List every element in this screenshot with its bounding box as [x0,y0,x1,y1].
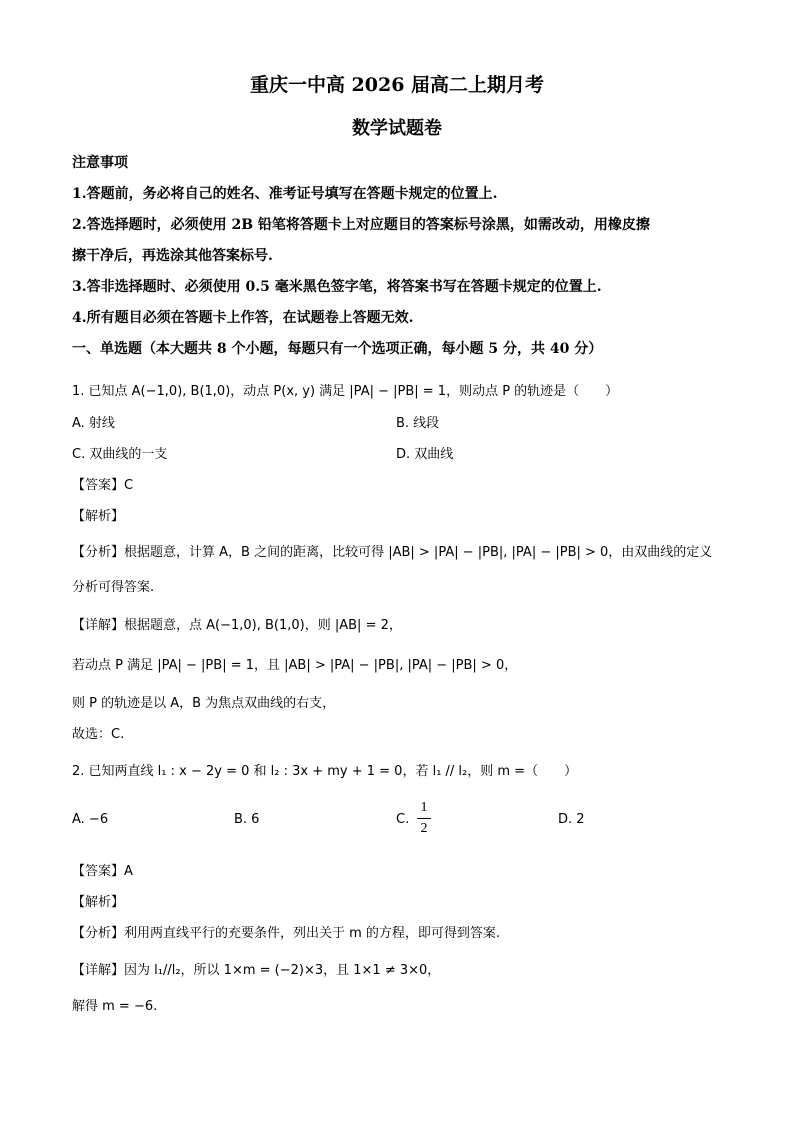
q1-choose: 故选：C. [72,727,125,742]
q2-option-a: A. −6 [72,812,109,827]
fraction-bar [417,818,431,819]
q2-option-d: D. 2 [558,812,585,827]
note-4: 4.所有题目必须在答题卡上作答，在试题卷上答题无效. [72,310,414,326]
note-2-cont: 擦干净后，再选涂其他答案标号. [72,248,273,264]
q2-answer: 【答案】A [72,864,133,879]
q1-fenxi-line2: 分析可得答案. [72,580,155,595]
q2-stem: 2. 已知两直线 l₁ : x − 2y = 0 和 l₂ : 3x + my + 1 = 0，若 l₁ // l₂，则 m =（ ） [72,764,578,779]
note-2: 2.答选择题时，必须使用 2B 铅笔将答题卡上对应题目的答案标号涂黑，如需改动，用橡皮擦 [72,217,650,233]
q1-analysis-label: 【解析】 [72,509,125,524]
note-3: 3.答非选择题时、必须使用 0.5 毫米黑色签字笔，将答案书写在答题卡规定的位置上. [72,279,602,295]
q2-fenxi: 【分析】利用两直线平行的充要条件，列出关于 m 的方程，即可得到答案. [72,926,501,941]
q1-stem: 1. 已知点 A(−1,0), B(1,0)，动点 P(x, y) 满足 |PA| − |PB| = 1，则动点 P 的轨迹是（ ） [72,384,619,399]
q1-answer: 【答案】C [72,478,134,493]
q2-detail-line1: 【详解】因为 l₁//l₂，所以 1×m = (−2)×3，且 1×1 ≠ 3×0， [72,963,441,978]
q2-detail-line2: 解得 m = −6. [72,999,158,1014]
q1-detail-line3: 则 P 的轨迹是以 A，B 为焦点双曲线的右支， [72,696,336,711]
q2-option-b: B. 6 [234,812,260,827]
q1-detail-line2: 若动点 P 满足 |PA| − |PB| = 1，且 |AB| > |PA| − |PB|, |PA| − |PB| > 0， [72,658,518,673]
note-1: 1.答题前，务必将自己的姓名、准考证号填写在答题卡规定的位置上. [72,186,498,202]
q2-analysis-label: 【解析】 [72,895,125,910]
q1-option-c: C. 双曲线的一支 [72,447,168,462]
exam-title: 重庆一中高 2026 届高二上期月考 [249,74,545,96]
section-heading: 一、单选题（本大题共 8 个小题，每题只有一个选项正确，每小题 5 分，共 40 分） [72,341,603,357]
q1-option-d: D. 双曲线 [396,447,454,462]
q1-fenxi-line1: 【分析】根据题意，计算 A，B 之间的距离，比较可得 |AB| > |PA| − |PB|, |PA| − |PB| > 0，由双曲线的定义 [72,545,713,560]
fraction-numerator: 1 [420,800,428,815]
fraction-denominator: 2 [420,821,428,836]
q2-option-c-label: C. [396,812,410,827]
q1-option-a: A. 射线 [72,416,115,431]
q2-option-c-fraction [417,800,431,837]
q1-detail-line1: 【详解】根据题意，点 A(−1,0), B(1,0)，则 |AB| = 2， [72,618,402,633]
q1-option-b: B. 线段 [396,416,440,431]
exam-subtitle: 数学试题卷 [352,118,442,139]
notes-heading: 注意事项 [72,155,128,171]
